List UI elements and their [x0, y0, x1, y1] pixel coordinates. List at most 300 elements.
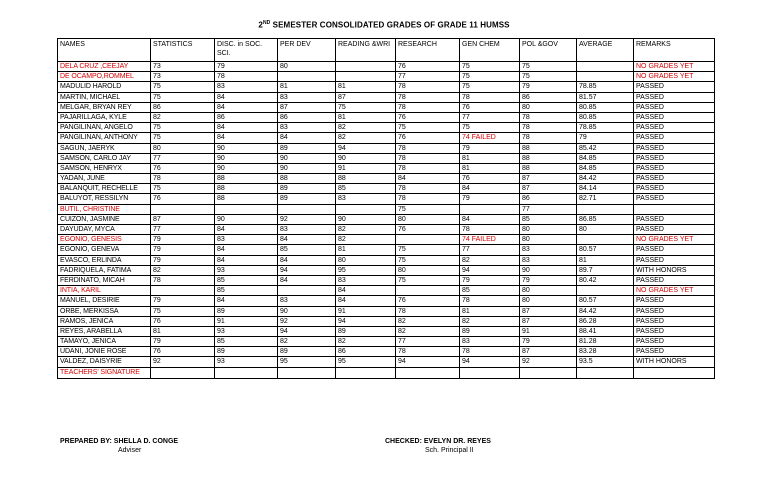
cell-per-dev: 84 [278, 255, 336, 265]
header-reading-writing: READING &WRI [336, 39, 396, 62]
cell-per-dev: 87 [278, 102, 336, 112]
cell-statistics: 86 [151, 102, 215, 112]
student-name: EVASCO, ERLINDA [58, 255, 151, 265]
student-name: SAGUN, JAERYK [58, 143, 151, 153]
cell-remarks: NO GRADES YET [634, 286, 715, 296]
cell-remarks: NO GRADES YET [634, 72, 715, 82]
cell-gen-chem: 84 [460, 214, 520, 224]
header-remarks: REMARKS [634, 39, 715, 62]
cell-average: 86.28 [577, 316, 634, 326]
cell-research: 80 [396, 265, 460, 275]
cell-reading-writing: 91 [336, 163, 396, 173]
header-research: RESEARCH [396, 39, 460, 62]
student-name: BUTIL, CHRISTINE [58, 204, 151, 214]
cell-disc-soc-sci: 93 [215, 265, 278, 275]
cell-average: 88.41 [577, 326, 634, 336]
cell-reading-writing: 95 [336, 265, 396, 275]
cell-statistics: 73 [151, 62, 215, 72]
cell-pol-gov: 85 [520, 214, 577, 224]
cell-pol-gov: 83 [520, 255, 577, 265]
cell-disc-soc-sci: 90 [215, 163, 278, 173]
cell-gen-chem: 75 [460, 62, 520, 72]
table-row [58, 153, 715, 163]
cell-reading-writing: 81 [336, 82, 396, 92]
cell-average: 80.85 [577, 102, 634, 112]
cell-pol-gov: 87 [520, 316, 577, 326]
checked-by-role: Sch. Principal II [425, 447, 474, 454]
table-row [58, 82, 715, 92]
signature-cell [520, 367, 577, 378]
cell-research: 77 [396, 72, 460, 82]
cell-disc-soc-sci: 91 [215, 316, 278, 326]
cell-pol-gov: 88 [520, 153, 577, 163]
cell-remarks: PASSED [634, 92, 715, 102]
table-row [58, 102, 715, 112]
cell-disc-soc-sci: 88 [215, 184, 278, 194]
cell-gen-chem: 79 [460, 143, 520, 153]
cell-statistics: 80 [151, 143, 215, 153]
cell-remarks: PASSED [634, 123, 715, 133]
cell-disc-soc-sci: 90 [215, 143, 278, 153]
header-per-dev: PER DEV [278, 39, 336, 62]
cell-disc-soc-sci: 83 [215, 82, 278, 92]
table-row [58, 194, 715, 204]
cell-per-dev: 94 [278, 265, 336, 275]
cell-average: 84.85 [577, 163, 634, 173]
cell-per-dev: 89 [278, 194, 336, 204]
cell-per-dev: 84 [278, 133, 336, 143]
cell-statistics: 79 [151, 235, 215, 245]
cell-average: 84.85 [577, 153, 634, 163]
cell-average: 85.42 [577, 143, 634, 153]
cell-statistics: 73 [151, 72, 215, 82]
student-name: DE OCAMPO,ROMMEL [58, 72, 151, 82]
cell-disc-soc-sci: 90 [215, 153, 278, 163]
cell-reading-writing: 80 [336, 255, 396, 265]
cell-research: 76 [396, 62, 460, 72]
table-row [58, 286, 715, 296]
signature-cell [336, 367, 396, 378]
cell-disc-soc-sci: 90 [215, 214, 278, 224]
table-row [58, 245, 715, 255]
cell-average: 80.57 [577, 296, 634, 306]
cell-average: 84.14 [577, 184, 634, 194]
cell-remarks: PASSED [634, 275, 715, 285]
cell-pol-gov: 79 [520, 337, 577, 347]
cell-disc-soc-sci: 86 [215, 112, 278, 122]
cell-average [577, 204, 634, 214]
table-row [58, 357, 715, 367]
cell-gen-chem: 81 [460, 153, 520, 163]
cell-gen-chem: 82 [460, 316, 520, 326]
student-name: FADRIQUELA, FATIMA [58, 265, 151, 275]
cell-research: 82 [396, 326, 460, 336]
cell-reading-writing: 75 [336, 102, 396, 112]
cell-statistics: 78 [151, 174, 215, 184]
cell-pol-gov: 78 [520, 133, 577, 143]
cell-remarks: PASSED [634, 255, 715, 265]
cell-remarks: PASSED [634, 296, 715, 306]
student-name: DELA CRUZ ,CEEJAY [58, 62, 151, 72]
cell-remarks: PASSED [634, 133, 715, 143]
cell-gen-chem: 76 [460, 174, 520, 184]
cell-gen-chem [460, 204, 520, 214]
cell-reading-writing: 95 [336, 357, 396, 367]
cell-reading-writing: 87 [336, 92, 396, 102]
student-name: MADULID HAROLD [58, 82, 151, 92]
student-name: INTIA, KARIL [58, 286, 151, 296]
cell-reading-writing: 82 [336, 235, 396, 245]
student-name: RAMOS, JENICA [58, 316, 151, 326]
student-name: MANUEL, DESIRIE [58, 296, 151, 306]
student-name: UDANI, JONIE ROSE [58, 347, 151, 357]
cell-remarks: PASSED [634, 306, 715, 316]
cell-disc-soc-sci: 88 [215, 194, 278, 204]
cell-remarks: PASSED [634, 225, 715, 235]
cell-research: 78 [396, 92, 460, 102]
signature-label: TEACHERS' SIGNATURE [58, 367, 151, 378]
cell-statistics: 75 [151, 306, 215, 316]
cell-reading-writing: 84 [336, 296, 396, 306]
cell-pol-gov: 87 [520, 184, 577, 194]
cell-disc-soc-sci: 84 [215, 255, 278, 265]
cell-per-dev: 95 [278, 357, 336, 367]
student-name: VALDEZ, DAISYRIE [58, 357, 151, 367]
table-row [58, 326, 715, 336]
cell-disc-soc-sci: 84 [215, 123, 278, 133]
cell-reading-writing: 83 [336, 194, 396, 204]
student-name: MELGAR, BRYAN REY [58, 102, 151, 112]
cell-reading-writing: 88 [336, 174, 396, 184]
cell-per-dev [278, 204, 336, 214]
student-name: MARTIN, MICHAEL [58, 92, 151, 102]
table-row [58, 347, 715, 357]
cell-pol-gov: 86 [520, 92, 577, 102]
table-row [58, 316, 715, 326]
cell-statistics: 76 [151, 194, 215, 204]
cell-gen-chem: 94 [460, 357, 520, 367]
cell-gen-chem: 77 [460, 112, 520, 122]
cell-gen-chem: 77 [460, 245, 520, 255]
header-average: AVERAGE [577, 39, 634, 62]
cell-pol-gov: 77 [520, 204, 577, 214]
cell-disc-soc-sci: 83 [215, 235, 278, 245]
cell-gen-chem: 76 [460, 102, 520, 112]
cell-average: 84.42 [577, 174, 634, 184]
student-name: TAMAYO, JENICA [58, 337, 151, 347]
student-name: PANGILINAN, ANTHONY [58, 133, 151, 143]
cell-per-dev: 83 [278, 92, 336, 102]
cell-research: 75 [396, 245, 460, 255]
signature-cell [396, 367, 460, 378]
table-row [58, 184, 715, 194]
student-name: BALUYOT, RESSILYN [58, 194, 151, 204]
cell-pol-gov: 80 [520, 225, 577, 235]
cell-disc-soc-sci: 89 [215, 347, 278, 357]
cell-per-dev: 94 [278, 326, 336, 336]
cell-gen-chem: 94 [460, 265, 520, 275]
cell-per-dev: 85 [278, 245, 336, 255]
cell-research: 78 [396, 184, 460, 194]
student-name: SAMSON, CARLO JAY [58, 153, 151, 163]
signature-cell [215, 367, 278, 378]
cell-disc-soc-sci: 84 [215, 102, 278, 112]
cell-statistics [151, 204, 215, 214]
cell-per-dev: 90 [278, 163, 336, 173]
cell-statistics: 82 [151, 265, 215, 275]
cell-research: 75 [396, 255, 460, 265]
cell-pol-gov: 75 [520, 72, 577, 82]
student-name: DAYUDAY, MYCA [58, 225, 151, 235]
cell-gen-chem: 78 [460, 225, 520, 235]
cell-research: 84 [396, 174, 460, 184]
cell-average: 80.85 [577, 112, 634, 122]
cell-disc-soc-sci: 79 [215, 62, 278, 72]
header-statistics: STATISTICS [151, 39, 215, 62]
header-pol-gov: POL &GOV [520, 39, 577, 62]
cell-remarks: PASSED [634, 112, 715, 122]
cell-reading-writing: 82 [336, 133, 396, 143]
cell-remarks: WITH HONORS [634, 357, 715, 367]
cell-per-dev: 84 [278, 275, 336, 285]
cell-statistics: 75 [151, 92, 215, 102]
cell-remarks: PASSED [634, 214, 715, 224]
checked-by [385, 438, 491, 454]
cell-disc-soc-sci: 84 [215, 245, 278, 255]
table-row [58, 255, 715, 265]
cell-reading-writing: 94 [336, 316, 396, 326]
student-name: PAJARILLAGA, KYLE [58, 112, 151, 122]
header-row [58, 39, 715, 62]
cell-remarks: PASSED [634, 184, 715, 194]
cell-per-dev: 80 [278, 62, 336, 72]
cell-per-dev: 84 [278, 235, 336, 245]
cell-per-dev [278, 286, 336, 296]
cell-remarks: PASSED [634, 326, 715, 336]
cell-statistics: 79 [151, 245, 215, 255]
cell-per-dev: 83 [278, 296, 336, 306]
cell-remarks: PASSED [634, 174, 715, 184]
cell-average: 89.7 [577, 265, 634, 275]
cell-reading-writing: 94 [336, 143, 396, 153]
signature-cell [151, 367, 215, 378]
cell-disc-soc-sci: 84 [215, 296, 278, 306]
cell-average: 80 [577, 225, 634, 235]
cell-per-dev: 86 [278, 112, 336, 122]
cell-remarks: PASSED [634, 102, 715, 112]
cell-statistics: 92 [151, 357, 215, 367]
cell-remarks: PASSED [634, 347, 715, 357]
cell-pol-gov: 80 [520, 235, 577, 245]
cell-statistics: 78 [151, 275, 215, 285]
cell-disc-soc-sci: 78 [215, 72, 278, 82]
student-name: BALANQUIT, RECHELLE [58, 184, 151, 194]
cell-gen-chem: 79 [460, 275, 520, 285]
cell-disc-soc-sci: 85 [215, 275, 278, 285]
cell-average [577, 235, 634, 245]
cell-pol-gov: 88 [520, 143, 577, 153]
cell-statistics: 87 [151, 214, 215, 224]
cell-research: 76 [396, 225, 460, 235]
table-row [58, 143, 715, 153]
cell-research: 78 [396, 306, 460, 316]
cell-gen-chem: 82 [460, 255, 520, 265]
cell-research: 82 [396, 316, 460, 326]
cell-statistics: 75 [151, 82, 215, 92]
cell-per-dev: 90 [278, 306, 336, 316]
signature-cell [278, 367, 336, 378]
cell-research: 76 [396, 296, 460, 306]
cell-disc-soc-sci: 85 [215, 286, 278, 296]
cell-remarks [634, 204, 715, 214]
cell-research: 78 [396, 102, 460, 112]
cell-reading-writing: 82 [336, 123, 396, 133]
cell-statistics: 82 [151, 112, 215, 122]
cell-research [396, 286, 460, 296]
table-row [58, 214, 715, 224]
cell-research: 76 [396, 133, 460, 143]
cell-disc-soc-sci: 85 [215, 337, 278, 347]
cell-per-dev: 89 [278, 347, 336, 357]
cell-average: 78.85 [577, 82, 634, 92]
cell-average: 80.57 [577, 245, 634, 255]
cell-pol-gov: 86 [520, 194, 577, 204]
table-row [58, 265, 715, 275]
cell-gen-chem: 75 [460, 82, 520, 92]
cell-pol-gov: 78 [520, 123, 577, 133]
table-row [58, 225, 715, 235]
cell-average: 93.5 [577, 357, 634, 367]
student-name: ORBE, MERKISSA [58, 306, 151, 316]
cell-average: 84.42 [577, 306, 634, 316]
cell-disc-soc-sci: 93 [215, 357, 278, 367]
signature-cell [460, 367, 520, 378]
prepared-by [60, 438, 178, 454]
cell-gen-chem: 85 [460, 286, 520, 296]
student-name: YADAN, JUNE [58, 174, 151, 184]
cell-gen-chem: 83 [460, 337, 520, 347]
student-name: CUIZON, JASMINE [58, 214, 151, 224]
table-row [58, 123, 715, 133]
cell-research: 78 [396, 82, 460, 92]
cell-average: 80.42 [577, 275, 634, 285]
cell-research: 80 [396, 214, 460, 224]
cell-gen-chem: 78 [460, 296, 520, 306]
cell-pol-gov: 78 [520, 112, 577, 122]
cell-research: 76 [396, 112, 460, 122]
cell-remarks: PASSED [634, 143, 715, 153]
cell-remarks: WITH HONORS [634, 265, 715, 275]
cell-reading-writing: 90 [336, 214, 396, 224]
cell-gen-chem: 74 FAILED [460, 133, 520, 143]
table-row [58, 92, 715, 102]
cell-per-dev [278, 72, 336, 82]
page-title: 2ND SEMESTER CONSOLIDATED GRADES OF GRADE 11 HUMSS [258, 20, 510, 30]
cell-pol-gov: 79 [520, 82, 577, 92]
table-row [58, 174, 715, 184]
cell-disc-soc-sci: 84 [215, 225, 278, 235]
cell-pol-gov: 88 [520, 163, 577, 173]
cell-research: 75 [396, 275, 460, 285]
cell-gen-chem: 84 [460, 184, 520, 194]
table-row [58, 163, 715, 173]
signature-cell [634, 367, 715, 378]
cell-research [396, 235, 460, 245]
cell-pol-gov: 92 [520, 357, 577, 367]
cell-average [577, 62, 634, 72]
cell-research: 78 [396, 194, 460, 204]
table-row [58, 296, 715, 306]
checked-by-name: CHECKED: EVELYN DR. REYES [385, 438, 491, 445]
cell-per-dev: 92 [278, 316, 336, 326]
cell-average: 78.85 [577, 123, 634, 133]
cell-average: 83.28 [577, 347, 634, 357]
cell-reading-writing: 83 [336, 275, 396, 285]
cell-average: 81.57 [577, 92, 634, 102]
cell-research: 78 [396, 143, 460, 153]
cell-disc-soc-sci: 84 [215, 133, 278, 143]
cell-gen-chem: 81 [460, 163, 520, 173]
cell-per-dev: 89 [278, 143, 336, 153]
cell-remarks: PASSED [634, 82, 715, 92]
cell-reading-writing: 81 [336, 245, 396, 255]
cell-pol-gov: 80 [520, 102, 577, 112]
grades-table [57, 38, 715, 379]
cell-remarks: NO GRADES YET [634, 235, 715, 245]
cell-research: 78 [396, 163, 460, 173]
cell-disc-soc-sci [215, 204, 278, 214]
cell-gen-chem: 81 [460, 306, 520, 316]
cell-reading-writing: 89 [336, 326, 396, 336]
cell-reading-writing: 85 [336, 184, 396, 194]
cell-per-dev: 90 [278, 153, 336, 163]
cell-remarks: PASSED [634, 194, 715, 204]
student-name: SAMSON, HENRYX [58, 163, 151, 173]
cell-statistics: 75 [151, 133, 215, 143]
cell-gen-chem: 78 [460, 347, 520, 357]
cell-per-dev: 89 [278, 184, 336, 194]
cell-reading-writing: 81 [336, 112, 396, 122]
cell-reading-writing: 91 [336, 306, 396, 316]
cell-reading-writing: 86 [336, 347, 396, 357]
prepared-by-name: PREPARED BY: SHELLA D. CONGE [60, 438, 179, 445]
cell-pol-gov: 90 [520, 265, 577, 275]
signature-cell [577, 367, 634, 378]
cell-research: 78 [396, 153, 460, 163]
cell-statistics: 81 [151, 326, 215, 336]
cell-per-dev: 83 [278, 123, 336, 133]
cell-statistics: 77 [151, 225, 215, 235]
table-row [58, 337, 715, 347]
cell-remarks: PASSED [634, 153, 715, 163]
cell-statistics: 75 [151, 123, 215, 133]
cell-remarks: PASSED [634, 316, 715, 326]
cell-remarks: NO GRADES YET [634, 62, 715, 72]
cell-pol-gov: 83 [520, 245, 577, 255]
table-row [58, 204, 715, 214]
cell-reading-writing: 90 [336, 153, 396, 163]
cell-statistics: 75 [151, 184, 215, 194]
cell-average [577, 286, 634, 296]
cell-pol-gov: 91 [520, 326, 577, 336]
cell-disc-soc-sci: 88 [215, 174, 278, 184]
cell-reading-writing [336, 204, 396, 214]
header-names: NAMES [58, 39, 151, 62]
cell-per-dev: 88 [278, 174, 336, 184]
cell-disc-soc-sci: 84 [215, 92, 278, 102]
cell-remarks: PASSED [634, 163, 715, 173]
cell-average: 81.28 [577, 337, 634, 347]
